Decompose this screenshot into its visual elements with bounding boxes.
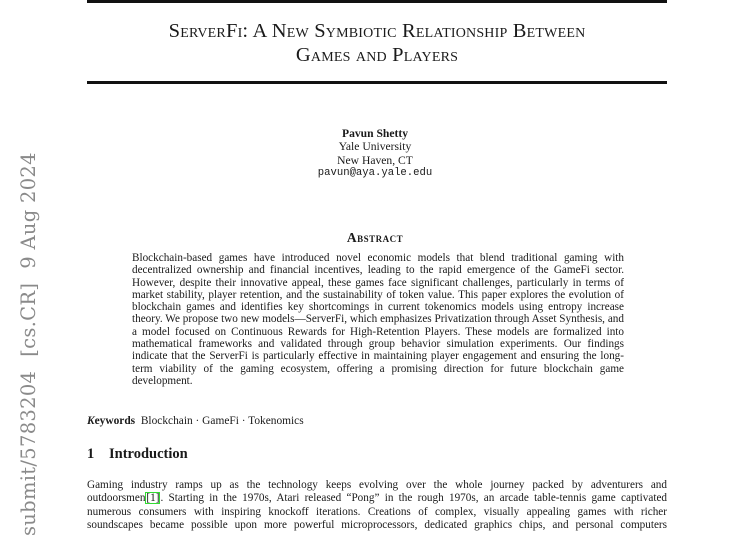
keywords-label bbox=[87, 415, 135, 427]
author-email[interactable]: pavun@aya.yale.edu bbox=[317, 167, 433, 180]
section-title: Introduction bbox=[109, 446, 188, 462]
title-line-1: ServerFi: A New Symbiotic Relationship Between bbox=[168, 20, 586, 42]
title-rule-top bbox=[87, 0, 667, 3]
keywords-list: Blockchain · GameFi · Tokenomics bbox=[140, 415, 304, 427]
introduction-text bbox=[87, 479, 667, 532]
keywords-label-initial: K bbox=[87, 415, 95, 427]
author-block bbox=[0, 127, 750, 181]
abstract-text: Blockchain-based games have introduced novel economic models that blend traditional gaming with decentralized ownership and financial incentives, leading to the rapid emergence of the GameFi sector. However, despite their innovative appeal, these games face significant challenges, particularly in terms of market stability, player retention, and the sustainability of token value. This paper explores the evolution of blockchain games and identifies key shortcomings in current tokenomics models using entropy increase theory. We propose two new models—ServerFi, which emphasizes Privatization through Asset Synthesis, and a model focused on Continuous Rewards for High-Retention Players. These models are formalized into mathematical frameworks and validated through group behavior simulation experiments. Our findings indicate that the ServerFi is particularly effective in maintaining player engagement and ensuring the long-term viability of the gaming ecosystem, offering a promising direction for future blockchain game development. bbox=[132, 252, 624, 387]
intro-text-segment: . Starting in the 1970s, Atari released “Pong” in the rough 1970s, an arcade table-tennis game captivated bbox=[160, 492, 667, 505]
section-heading-introduction bbox=[87, 446, 188, 463]
arxiv-stamp bbox=[14, 138, 44, 536]
author-location: New Haven, CT bbox=[337, 153, 413, 167]
citation-link[interactable]: [1] bbox=[146, 492, 160, 505]
arxiv-id: submit/5783204 bbox=[17, 370, 40, 536]
author-name: Pavun Shetty bbox=[341, 127, 409, 140]
author-affiliation: Yale University bbox=[338, 140, 412, 154]
intro-line: Gaming industry ramps up as the technology keeps evolving over the whole journey packed by adventurers and bbox=[87, 479, 667, 491]
intro-line: numerous consumers with inspiring knockoff iterations. Creations of complex, visually appealing games with richer bbox=[87, 505, 667, 518]
intro-line: soundscapes became possible upon more powerful microprocessors, dedicated graphics chips, and personal computers bbox=[87, 518, 667, 531]
arxiv-category: [cs.CR] bbox=[17, 282, 40, 357]
intro-text-segment: outdoorsmen bbox=[87, 492, 146, 505]
keywords bbox=[87, 415, 304, 427]
section-number: 1 bbox=[87, 446, 95, 462]
keywords-label-rest: eywords bbox=[94, 415, 136, 427]
paper-title bbox=[87, 19, 667, 67]
title-line-2: Games and Players bbox=[295, 44, 459, 66]
abstract-heading: Abstract bbox=[346, 230, 404, 245]
title-rule-bottom bbox=[87, 81, 667, 84]
intro-line bbox=[87, 492, 667, 505]
arxiv-date: 9 Aug 2024 bbox=[17, 152, 40, 269]
